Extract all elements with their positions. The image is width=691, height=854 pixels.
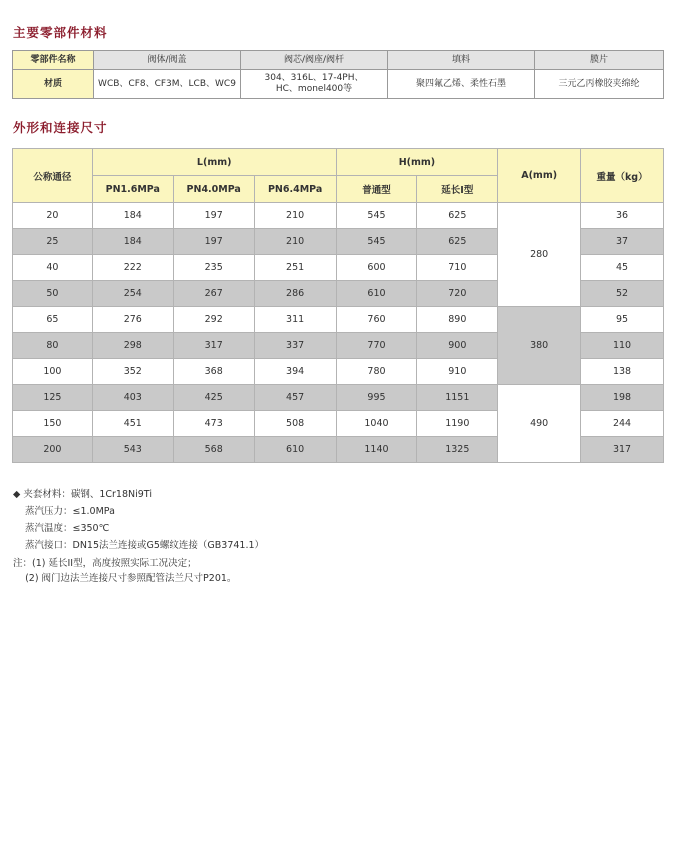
header-a-dimension: A(mm)	[498, 149, 581, 203]
cell-l3: 457	[254, 385, 336, 411]
materials-value-trim: 304、316L、17-4PH、 HC、monel400等	[241, 70, 388, 99]
materials-header-body: 阀体/阀盖	[94, 51, 241, 70]
cell-dn: 200	[13, 437, 93, 463]
cell-dn: 20	[13, 203, 93, 229]
cell-l2: 267	[173, 281, 254, 307]
cell-weight: 36	[581, 203, 664, 229]
cell-l2: 235	[173, 255, 254, 281]
cell-dn: 65	[13, 307, 93, 333]
cell-h2: 1325	[417, 437, 498, 463]
materials-table	[12, 50, 664, 99]
cell-weight: 37	[581, 229, 664, 255]
cell-dn: 150	[13, 411, 93, 437]
materials-header-row	[13, 51, 664, 70]
cell-a-group-2: 380	[498, 307, 581, 385]
cell-l3: 610	[254, 437, 336, 463]
materials-header-diaphragm: 膜片	[535, 51, 664, 70]
dimensions-header-row-1	[13, 149, 664, 176]
cell-weight: 198	[581, 385, 664, 411]
cell-h1: 1140	[336, 437, 417, 463]
cell-dn: 100	[13, 359, 93, 385]
cell-dn: 40	[13, 255, 93, 281]
cell-l1: 352	[92, 359, 173, 385]
cell-weight: 317	[581, 437, 664, 463]
cell-h1: 1040	[336, 411, 417, 437]
footnotes	[13, 556, 236, 586]
header-pn40: PN4.0MPa	[173, 176, 254, 203]
cell-l2: 425	[173, 385, 254, 411]
cell-a-group-1: 280	[498, 203, 581, 307]
footnote-line: (2) 阀门边法兰连接尺寸参照配管法兰尺寸P201。	[13, 573, 237, 584]
cell-weight: 244	[581, 411, 664, 437]
cell-h1: 995	[336, 385, 417, 411]
cell-dn: 125	[13, 385, 93, 411]
cell-h1: 610	[336, 281, 417, 307]
dimensions-table	[12, 148, 664, 463]
cell-weight: 138	[581, 359, 664, 385]
cell-h1: 545	[336, 229, 417, 255]
cell-l3: 508	[254, 411, 336, 437]
cell-l2: 317	[173, 333, 254, 359]
cell-l1: 222	[92, 255, 173, 281]
table-row	[13, 203, 664, 229]
cell-h2: 1151	[417, 385, 498, 411]
cell-l2: 197	[173, 229, 254, 255]
materials-value-row	[13, 70, 664, 99]
header-height-group: H(mm)	[336, 149, 498, 176]
cell-l1: 298	[92, 333, 173, 359]
cell-l1: 184	[92, 203, 173, 229]
materials-value-diaphragm: 三元乙丙橡胶夹绵纶	[535, 70, 664, 99]
materials-header-part-name: 零部件名称	[13, 51, 94, 70]
cell-weight: 95	[581, 307, 664, 333]
cell-weight: 52	[581, 281, 664, 307]
cell-h1: 770	[336, 333, 417, 359]
materials-section-title: 主要零部件材料	[13, 25, 108, 40]
note-line: 蒸汽压力：≤1.0MPa	[25, 506, 115, 517]
cell-l1: 543	[92, 437, 173, 463]
cell-h1: 545	[336, 203, 417, 229]
cell-weight: 110	[581, 333, 664, 359]
cell-h2: 900	[417, 333, 498, 359]
cell-l3: 394	[254, 359, 336, 385]
cell-l2: 368	[173, 359, 254, 385]
materials-row-label: 材质	[13, 70, 94, 99]
cell-l1: 184	[92, 229, 173, 255]
cell-h2: 625	[417, 229, 498, 255]
materials-value-body: WCB、CF8、CF3M、LCB、WC9	[94, 70, 241, 99]
cell-l3: 251	[254, 255, 336, 281]
header-height-extended: 延长I型	[417, 176, 498, 203]
cell-l1: 403	[92, 385, 173, 411]
cell-dn: 80	[13, 333, 93, 359]
cell-h2: 625	[417, 203, 498, 229]
cell-l2: 568	[173, 437, 254, 463]
cell-dn: 25	[13, 229, 93, 255]
cell-weight: 45	[581, 255, 664, 281]
cell-h1: 760	[336, 307, 417, 333]
dimensions-section-title: 外形和连接尺寸	[13, 120, 108, 135]
header-pn64: PN6.4MPa	[254, 176, 336, 203]
note-line: 蒸汽接口：DN15法兰连接或G5螺纹连接（GB3741.1）	[25, 540, 265, 551]
header-pn16: PN1.6MPa	[92, 176, 173, 203]
cell-l2: 473	[173, 411, 254, 437]
table-row	[13, 385, 664, 411]
footnote-line: 注：(1) 延长II型，高度按照实际工况决定；	[13, 558, 197, 569]
jacket-notes	[13, 486, 264, 554]
cell-l1: 451	[92, 411, 173, 437]
materials-header-trim: 阀芯/阀座/阀杆	[241, 51, 388, 70]
cell-h2: 720	[417, 281, 498, 307]
header-height-standard: 普通型	[336, 176, 417, 203]
cell-l3: 210	[254, 229, 336, 255]
cell-l3: 311	[254, 307, 336, 333]
cell-h2: 710	[417, 255, 498, 281]
header-nominal-diameter: 公称通径	[13, 149, 93, 203]
cell-l3: 337	[254, 333, 336, 359]
cell-l2: 292	[173, 307, 254, 333]
header-weight: 重量（kg）	[581, 149, 664, 203]
note-line: 蒸汽温度：≤350℃	[25, 523, 110, 534]
cell-dn: 50	[13, 281, 93, 307]
note-line: ◆ 夹套材料：碳钢、1Cr18Ni9Ti	[13, 489, 152, 500]
cell-l1: 254	[92, 281, 173, 307]
cell-l2: 197	[173, 203, 254, 229]
materials-value-packing: 聚四氟乙烯、柔性石墨	[388, 70, 535, 99]
cell-l3: 286	[254, 281, 336, 307]
cell-h2: 910	[417, 359, 498, 385]
table-row	[13, 307, 664, 333]
cell-l1: 276	[92, 307, 173, 333]
materials-header-packing: 填料	[388, 51, 535, 70]
header-length-group: L(mm)	[92, 149, 336, 176]
cell-h2: 890	[417, 307, 498, 333]
cell-h2: 1190	[417, 411, 498, 437]
diamond-bullet-icon: ◆	[13, 489, 21, 500]
cell-h1: 780	[336, 359, 417, 385]
cell-a-group-3: 490	[498, 385, 581, 463]
cell-h1: 600	[336, 255, 417, 281]
cell-l3: 210	[254, 203, 336, 229]
